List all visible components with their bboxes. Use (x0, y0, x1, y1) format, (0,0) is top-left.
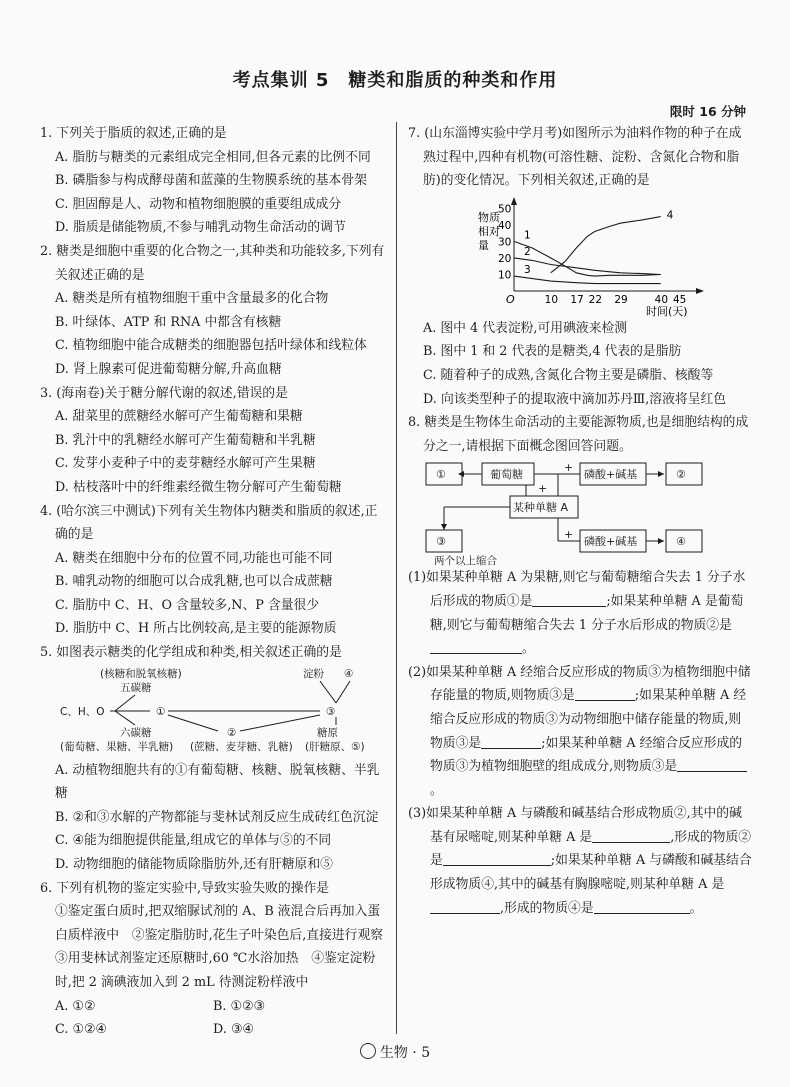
question-stem: 2. 糖类是细胞中重要的化合物之一,其种类和功能较多,下列有关叙述正确的是 (40, 243, 385, 283)
time-limit: 限时 16 分钟 (669, 104, 746, 119)
x-tick-label: 10 (544, 293, 559, 306)
question-stem: 8. 糖类是生物体生命活动的主要能源物质,也是细胞结构的成分之一,请根据下面概念图回答问题。 (408, 415, 749, 454)
option-d: D. 向该类型种子的提取液中滴加苏丹Ⅲ,溶液将呈红色 (423, 391, 727, 407)
answer-blank[interactable] (532, 592, 606, 607)
y-axis-label-2: 相对 (478, 224, 500, 238)
diagram-label: 淀粉 (303, 667, 324, 680)
y-axis-arrow (511, 197, 517, 205)
option-a: A. 脂肪与糖类的元素组成完全相同,但各元素的比例不同 (55, 149, 371, 165)
series-line-4 (551, 216, 661, 272)
option-b: B. 乳汁中的乳糖经水解可产生葡萄糖和半乳糖 (55, 432, 316, 448)
option-c: C. ④能为细胞提供能量,组成它的单体与⑤的不同 (55, 833, 332, 849)
option-a: A. 动植物细胞共有的①有葡萄糖、核糖、脱氧核糖、半乳糖 (55, 762, 380, 802)
diagram-label: (肝糖原、⑤) (305, 740, 365, 753)
answer-blank[interactable] (430, 639, 522, 654)
series-label-2: 2 (524, 245, 531, 258)
concept-box-1: ① (436, 468, 446, 482)
page-title: 考点集训 5 糖类和脂质的种类和作用 (232, 70, 558, 91)
diagram-label: (葡萄糖、果糖、半乳糖) (60, 740, 174, 753)
question-body: ①鉴定蛋白质时,把双缩脲试剂的 A、B 液混合后再加入蛋白质样液中 ②鉴定脂肪时,花生子叶染色后,直接进行观察 ③用斐林试剂鉴定还原糖时,60 ℃水浴加热 ④鉴定淀粉时,把 2 滴碘液加入到 2 mL 待测淀粉样液中 (55, 904, 396, 990)
question-text: 。 (689, 900, 703, 916)
answer-blank[interactable] (443, 851, 551, 866)
x-axis-arrow (696, 288, 704, 294)
option-c: C. ①②④ (55, 1022, 107, 1038)
plus-sign: + (564, 528, 574, 542)
question-stem: 6. 下列有机物的鉴定实验中,导致实验失败的操作是 (40, 880, 330, 896)
option-d: D. 动物细胞的储能物质除脂肪外,还有肝糖原和⑤ (55, 857, 333, 873)
question-6 (40, 877, 396, 1042)
question-stem: 4. (哈尔滨三中测试)下列有关生物体内糖类和脂质的叙述,正确的是 (40, 503, 378, 543)
option-c: C. 胆固醇是人、动物和植物细胞膜的重要组成成分 (55, 196, 342, 212)
diagram-label: C、H、O (60, 705, 105, 718)
question-text: ,形成的物质②是 (430, 829, 752, 869)
question-text: 。 (430, 782, 443, 798)
question-text: ,形成的物质④是 (500, 900, 594, 916)
option-d: D. 肾上腺素可促进葡萄糖分解,升高血糖 (55, 361, 282, 377)
concept-box-3: ③ (436, 535, 446, 549)
diagram-label: (蔗糖、麦芽糖、乳糖) (190, 740, 293, 753)
footer-text: 生物 · 5 (379, 1045, 431, 1061)
question-stem: 1. 下列关于脂质的叙述,正确的是 (40, 126, 227, 141)
question-text: 。 (522, 641, 535, 657)
x-tick-label: 29 (614, 293, 628, 306)
option-b: B. ①②③ (213, 998, 265, 1014)
option-a: A. ①② (55, 998, 96, 1014)
y-axis-label-1: 物质 (478, 210, 500, 224)
option-d: D. 脂质是储能物质,不参与哺乳动物生命活动的调节 (55, 220, 346, 236)
answer-blank[interactable] (430, 899, 500, 914)
series-label-3: 3 (524, 263, 531, 276)
option-a: A. 糖类在细胞中分布的位置不同,功能也可能不同 (55, 550, 333, 566)
question-text: ;如果某种单糖 A 经缩合反应形成的物质③为植物细胞壁的组成成分,则物质③是 (430, 735, 743, 775)
option-a: A. 图中 4 代表淀粉,可用碘液来检测 (423, 320, 628, 336)
diagram-label: ③ (326, 705, 336, 718)
series-label-4: 4 (666, 209, 674, 222)
series-line-3 (514, 276, 661, 284)
question-3 (40, 382, 388, 500)
answer-blank[interactable] (575, 686, 635, 701)
origin-label: O (506, 292, 515, 306)
answer-blank[interactable] (592, 828, 670, 843)
question-stem: 3. (海南卷)关于糖分解代谢的叙述,错误的是 (40, 385, 288, 401)
option-d: D. 脂肪中 C、H 所占比例较高,是主要的能源物质 (55, 621, 337, 637)
plus-sign: + (538, 482, 548, 496)
x-tick-label: 40 (654, 293, 669, 306)
series-line-2 (514, 258, 661, 275)
option-c: C. 脂肪中 C、H、O 含量较多,N、P 含量很少 (55, 597, 320, 613)
question-stem: 7. (山东淄博实验中学月考)如图所示为油料作物的种子在成熟过程中,四种有机物(可溶性糖、淀粉、含氮化合物和脂肪)的变化情况。下列相关叙述,正确的是 (408, 126, 742, 189)
answer-blank[interactable] (677, 757, 747, 772)
option-c: C. 随着种子的成熟,含氮化合物主要是磷脂、核酸等 (423, 367, 714, 383)
column-divider (396, 122, 397, 1034)
option-c: C. 发芽小麦种子中的麦芽糖经水解可产生果糖 (55, 456, 316, 472)
diagram-label: (核糖和脱氧核糖) (100, 667, 182, 680)
question-text: (2)如果某种单糖 A 经缩合反应形成的物质③为植物细胞中储存能量的物质,则物质③是 (408, 664, 751, 704)
concept-box-phosphate-base: 磷酸+碱基 (584, 535, 638, 549)
concept-map (408, 458, 752, 566)
option-c: C. 植物细胞中能合成糖类的细胞器包括叶绿体和线粒体 (55, 338, 367, 354)
option-a: A. 糖类是所有植物细胞干重中含量最多的化合物 (55, 291, 329, 307)
question-4 (40, 500, 388, 642)
concept-box-4: ④ (676, 535, 686, 549)
option-a: A. 甜菜里的蔗糖经水解可产生葡萄糖和果糖 (55, 409, 303, 425)
diagram-label: ② (227, 726, 237, 739)
x-tick-label: 22 (588, 293, 603, 306)
option-b: B. 磷脂参与构成酵母菌和蓝藻的生物膜系统的基本骨架 (55, 173, 367, 189)
condensation-label: 两个以上缩合 (434, 555, 497, 567)
option-b: B. 图中 1 和 2 代表的是糖类,4 代表的是脂肪 (423, 344, 682, 360)
concept-box-phosphate-base: 磷酸+碱基 (584, 468, 638, 482)
options-row (40, 995, 388, 1019)
option-b: B. 哺乳动物的细胞可以合成乳糖,也可以合成蔗糖 (55, 574, 333, 590)
concept-box-glucose: 葡萄糖 (490, 468, 523, 482)
left-column (40, 122, 396, 1042)
right-column (408, 122, 752, 920)
x-axis-title: 时间(天) (646, 304, 688, 317)
diagram-label: ① (156, 705, 166, 718)
question-text: (3)如果某种单糖 A 与磷酸和碱基结合形成物质②,其中的碱基有尿嘧啶,则某种单糖 A 是 (408, 806, 742, 845)
y-tick-label: 30 (498, 236, 512, 249)
question-8 (408, 411, 752, 920)
y-tick-label: 10 (498, 269, 512, 282)
answer-blank[interactable] (594, 899, 690, 914)
publisher-logo-icon (360, 1043, 376, 1059)
diagram-label: ④ (344, 667, 354, 680)
y-tick-label: 20 (498, 252, 512, 265)
concept-box-2: ② (676, 468, 686, 482)
question-text: (1)如果某种单糖 A 为果糖,则它与葡萄糖缩合失去 1 分子水后形成的物质①是 (408, 570, 746, 609)
question-text: ;如果某种单糖 A 是葡萄糖,则它与葡萄糖缩合失去 1 分子水后形成的物质②是 (430, 593, 744, 633)
y-tick-label: 50 (498, 203, 512, 216)
options-row (40, 1018, 388, 1042)
sub-question-3 (408, 802, 752, 920)
plus-sign: + (564, 461, 574, 475)
question-1 (40, 122, 388, 240)
x-tick-label: 45 (673, 293, 687, 306)
diagram-label: 五碳糖 (120, 681, 152, 694)
sub-question-2 (408, 661, 752, 803)
sub-question-1 (408, 566, 752, 660)
option-b: B. ②和③水解的产物都能与斐林试剂反应生成砖红色沉淀 (55, 809, 379, 825)
y-axis-label-3: 量 (478, 238, 489, 252)
question-text: ;如果某种单糖 A 与磷酸和碱基结合形成物质④,其中的碱基有胸腺嘧啶,则某种单糖 A 是 (430, 853, 752, 893)
series-line-1 (514, 241, 661, 276)
sugar-classification-diagram (40, 665, 388, 759)
option-d: D. 枯枝落叶中的纤维素经微生物分解可产生葡萄糖 (55, 479, 342, 495)
series-label-1: 1 (524, 229, 531, 242)
question-stem: 5. 如图表示糖类的化学组成和种类,相关叙述正确的是 (40, 645, 342, 661)
question-7 (408, 122, 752, 411)
diagram-label: 六碳糖 (120, 726, 152, 739)
question-text: ;如果某种单糖 A 经缩合反应形成的物质③为动物细胞中储存能量的物质,则物质③是 (430, 688, 747, 751)
answer-blank[interactable] (481, 734, 541, 749)
option-d: D. ③④ (213, 1022, 254, 1038)
concept-box-sugar-a: 某种单糖 A (513, 501, 569, 515)
page-footer (0, 1042, 790, 1062)
seed-maturation-chart (408, 193, 752, 317)
diagram-label: 糖原 (317, 726, 338, 739)
x-tick-label: 17 (570, 293, 584, 306)
y-tick-label: 40 (498, 219, 512, 232)
question-2 (40, 240, 388, 382)
option-b: B. 叶绿体、ATP 和 RNA 中都含有核糖 (55, 314, 282, 330)
question-5 (40, 641, 388, 877)
